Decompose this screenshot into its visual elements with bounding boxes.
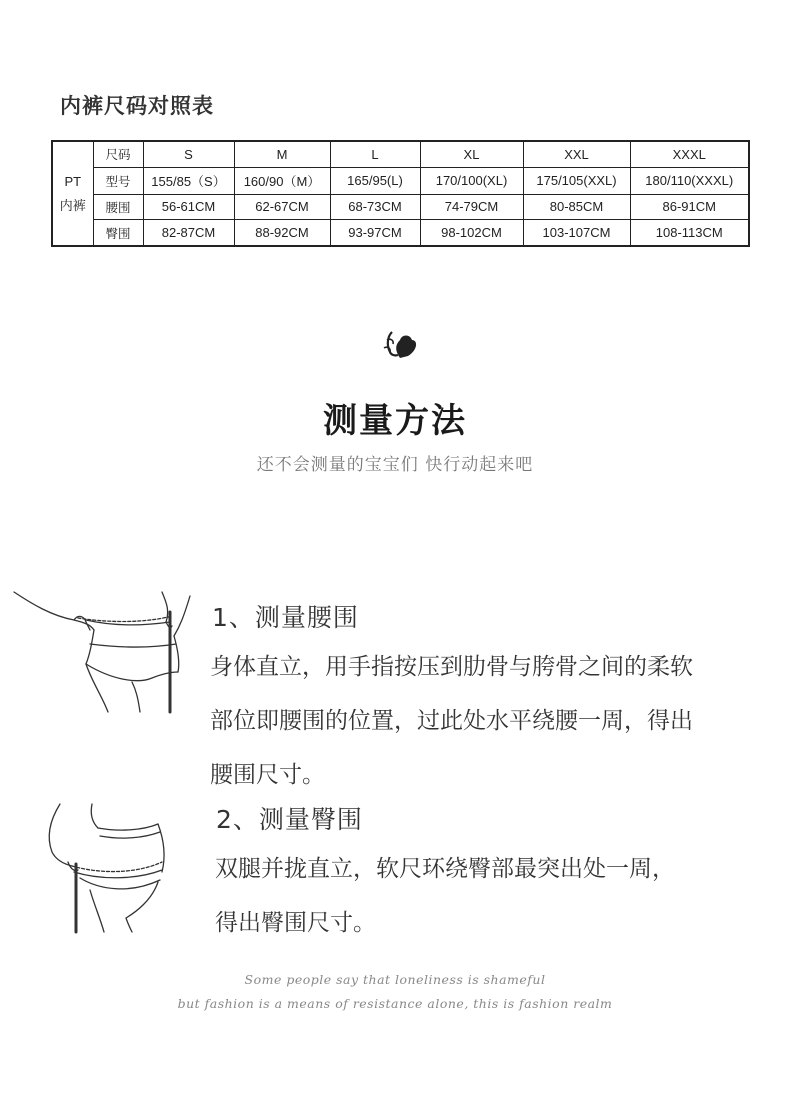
table-cell: 68-73CM — [330, 194, 420, 220]
step-1-body — [210, 640, 693, 802]
category-code: PT — [64, 173, 82, 189]
table-cell: 160/90（M） — [234, 167, 330, 194]
size-header: XL — [420, 141, 523, 167]
size-header: L — [330, 141, 420, 167]
step-1-line: 部位即腰围的位置，过此处水平绕腰一周，得出 — [210, 708, 693, 734]
page-title: 内裤尺码对照表 — [60, 94, 214, 118]
step-2-line: 得出臀围尺寸。 — [215, 910, 376, 936]
table-cell: 93-97CM — [330, 220, 420, 246]
size-header: XXL — [523, 141, 630, 167]
table-cell: 103-107CM — [523, 220, 630, 246]
table-cell: 80-85CM — [523, 194, 630, 220]
table-row — [52, 220, 749, 246]
leaf-heart-icon — [378, 328, 418, 360]
step-1-heading: 1、测量腰围 — [212, 603, 359, 632]
table-cell: 86-91CM — [630, 194, 749, 220]
table-header-row — [52, 141, 749, 167]
step-2-line: 双腿并拢直立，软尺环绕臀部最突出处一周， — [215, 856, 675, 882]
table-row — [52, 167, 749, 194]
step-1-line: 腰围尺寸。 — [210, 762, 325, 788]
size-header: M — [234, 141, 330, 167]
size-chart-table — [51, 140, 750, 247]
row-label: 臀围 — [93, 220, 143, 246]
table-cell: 88-92CM — [234, 220, 330, 246]
category-cell — [52, 141, 93, 246]
step-2-heading: 2、测量臀围 — [216, 805, 363, 834]
size-header: S — [143, 141, 234, 167]
header-label: 尺码 — [93, 141, 143, 167]
table-cell: 108-113CM — [630, 220, 749, 246]
step-2-body — [215, 842, 675, 950]
row-label: 型号 — [93, 167, 143, 194]
section-subtitle: 还不会测量的宝宝们 快行动起来吧 — [256, 455, 534, 475]
table-cell: 175/105(XXL) — [523, 167, 630, 194]
section-title: 测量方法 — [323, 401, 467, 441]
step-1-line: 身体直立，用手指按压到肋骨与胯骨之间的柔软 — [210, 654, 693, 680]
table-cell: 180/110(XXXL) — [630, 167, 749, 194]
table-cell: 82-87CM — [143, 220, 234, 246]
table-cell: 98-102CM — [420, 220, 523, 246]
table-cell: 62-67CM — [234, 194, 330, 220]
quote-line-1: Some people say that loneliness is shameful — [244, 972, 546, 987]
hip-measure-illustration — [40, 800, 170, 935]
category-label: 内裤 — [59, 197, 86, 213]
size-header: XXXL — [630, 141, 749, 167]
table-row — [52, 194, 749, 220]
table-cell: 165/95(L) — [330, 167, 420, 194]
quote-line-2: but fashion is a means of resistance alone, this is fashion realm — [177, 996, 613, 1011]
waist-measure-illustration — [12, 586, 192, 716]
row-label: 腰围 — [93, 194, 143, 220]
table-cell: 170/100(XL) — [420, 167, 523, 194]
table-cell: 56-61CM — [143, 194, 234, 220]
table-cell: 74-79CM — [420, 194, 523, 220]
table-cell: 155/85（S） — [143, 167, 234, 194]
